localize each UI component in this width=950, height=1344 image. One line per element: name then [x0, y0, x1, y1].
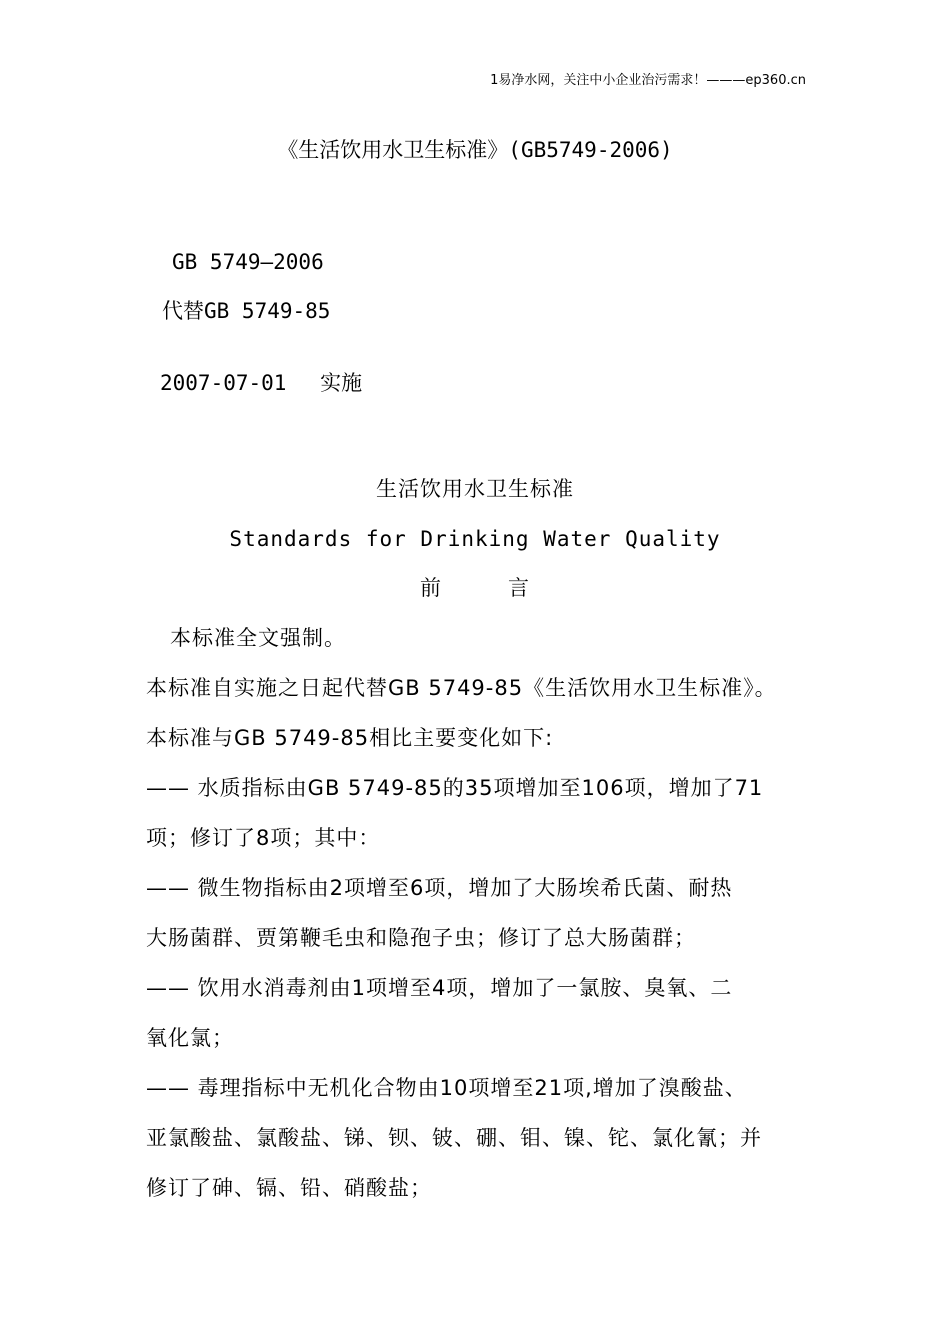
preface-heading: 前 言: [420, 576, 530, 600]
paragraph-line: 大肠菌群、贾第鞭毛虫和隐孢子虫；修订了总大肠菌群；: [146, 926, 696, 950]
paragraph-line: 本标准与GB 5749-85相比主要变化如下:: [146, 726, 554, 750]
english-title: Standards for Drinking Water Quality: [229, 527, 721, 551]
standard-code: GB 5749—2006: [172, 250, 324, 274]
paragraph-line: —— 饮用水消毒剂由1项增至4项，增加了一氯胺、臭氧、二: [146, 976, 733, 1000]
paragraph-line: 氧化氯；: [146, 1026, 234, 1050]
paragraph-line: 修订了砷、镉、铅、硝酸盐；: [146, 1176, 432, 1200]
paragraph-line: —— 毒理指标中无机化合物由10项增至21项,增加了溴酸盐、: [146, 1076, 747, 1100]
paragraph-line: 本标准自实施之日起代替GB 5749-85《生活饮用水卫生标准》。: [146, 676, 777, 700]
paragraph-line: 亚氯酸盐、氯酸盐、锑、钡、铍、硼、钼、镍、铊、氯化氰；并: [146, 1126, 762, 1150]
paragraph-line: 项；修订了8项；其中：: [146, 826, 381, 850]
effective-date: 2007-07-01 实施: [160, 371, 363, 395]
paragraph-line: —— 水质指标由GB 5749-85的35项增加至106项，增加了71: [146, 776, 764, 800]
document-title: 《生活饮用水卫生标准》(GB5749-2006): [277, 138, 673, 162]
paragraph-line: 本标准全文强制。: [170, 626, 346, 650]
paragraph-line: —— 微生物指标由2项增至6项，增加了大肠埃希氏菌、耐热: [146, 876, 733, 900]
page-header-note: 1易净水网，关注中小企业治污需求！———ep360.cn: [490, 73, 806, 88]
replaces-standard: 代替GB 5749-85: [162, 299, 331, 323]
chinese-title: 生活饮用水卫生标准: [376, 477, 574, 501]
